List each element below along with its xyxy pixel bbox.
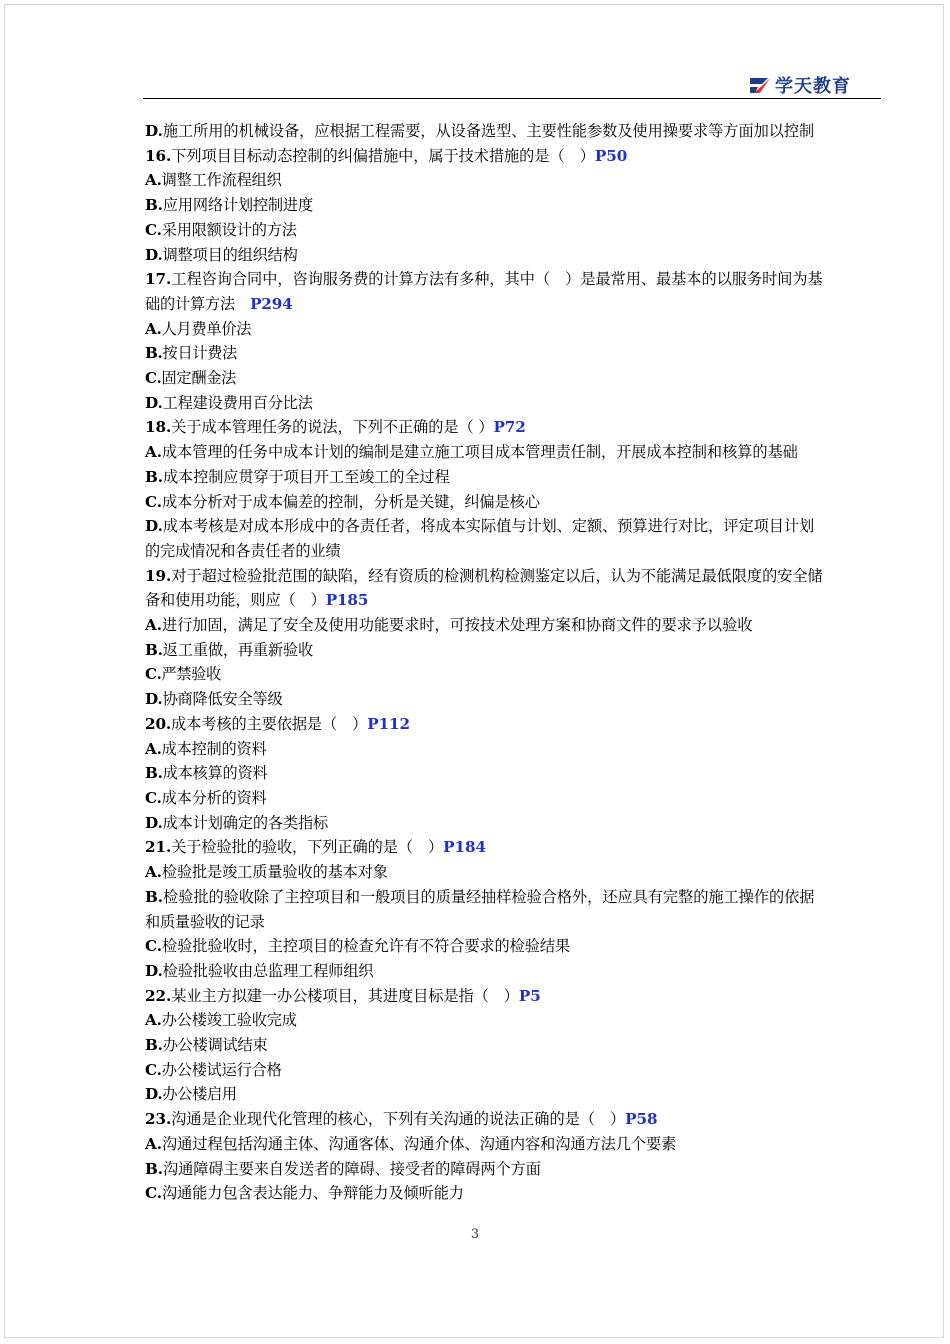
item-label: B. [145,196,163,215]
page-reference: P5 [518,986,541,1005]
item-text: 进行加固，满足了安全及使用功能要求时，可按技术处理方案和协商文件的要求予以验收 [161,616,753,635]
item-text: 人月费单价法 [161,319,252,338]
item-text: 成本考核是对成本形成中的各责任者，将成本实际值与计划、定额、预算进行对比，评定项目计划 [162,517,815,536]
item-text: 办公楼竣工验收完成 [161,1011,297,1030]
text-line [145,193,885,218]
text-line [145,243,885,268]
text-line [145,119,885,144]
text-line [145,1008,885,1033]
text-line [145,712,885,737]
text-line [145,341,885,366]
text-line [145,835,885,860]
text-line [145,761,885,786]
page-reference: P58 [625,1110,658,1129]
item-label: 23. [145,1110,172,1129]
item-label: C. [145,220,162,239]
item-label: A. [145,443,162,462]
text-line [145,292,885,317]
item-label: D. [145,122,163,140]
item-text: 采用限额设计的方法 [161,220,297,239]
item-label: A. [145,319,162,338]
text-line [145,391,885,416]
text-line [145,885,885,910]
item-text: 工程咨询合同中，咨询服务费的计算方法有多种，其中（ ）是最常用、最基本的以服务时间为基 [171,270,823,289]
text-line [145,1157,885,1182]
item-text: 备和使用功能，则应（ ） [145,591,326,610]
item-label: D. [145,690,163,709]
brand-logo [748,72,851,98]
item-text: 检验批验收时，主控项目的检查允许有不符合要求的检验结果 [161,937,571,956]
item-label: B. [145,344,163,363]
item-label: 17. [145,270,172,289]
text-line [145,440,885,465]
text-line [145,910,885,935]
page-reference: P294 [250,294,293,313]
text-line [145,662,885,687]
text-line [145,786,885,811]
item-text: 下列项目目标动态控制的纠偏措施中，属于技术措施的是（ ） [171,146,595,165]
item-text: 办公楼启用 [162,1085,237,1104]
text-line [145,564,885,589]
item-label: 22. [145,986,172,1005]
item-text: 办公楼调试结束 [162,1036,268,1055]
text-line [145,984,885,1009]
item-text: 成本分析的资料 [161,788,267,807]
page-reference: P112 [367,714,410,733]
item-text: 工程建设费用百分比法 [162,393,313,412]
text-line [145,811,885,836]
text-line [145,168,885,193]
text-line [145,860,885,885]
item-text: 成本计划确定的各类指标 [162,813,329,832]
text-line [145,1082,885,1107]
question-list [145,119,885,1206]
text-line [145,638,885,663]
text-line [145,1132,885,1157]
item-text: 沟通过程包括沟通主体、沟通客体、沟通介体、沟通内容和沟通方法几个要素 [161,1134,677,1153]
item-text: 成本控制的资料 [161,739,267,758]
item-label: C. [145,1060,162,1079]
item-text: 应用网络计划控制进度 [162,196,313,215]
item-label: D. [145,961,163,980]
header-divider [143,98,881,99]
item-label: A. [145,616,162,635]
item-text: 检验批验收由总监理工程师组织 [162,961,374,980]
item-text: 沟通能力包含表达能力、争辩能力及倾听能力 [161,1184,464,1203]
text-line [145,267,885,292]
page-reference: P184 [443,838,486,857]
item-text: 调整项目的组织结构 [162,245,298,264]
item-label: D. [145,1085,163,1104]
item-label: B. [145,467,163,486]
item-label: D. [145,813,163,832]
item-text: 对于超过检验批范围的缺陷，经有资质的检测机构检测鉴定以后，认为不能满足最低限度的安全储 [171,566,823,585]
item-text: 某业主方拟建一办公楼项目，其进度目标是指（ ） [171,986,519,1005]
item-text: 础的计算方法 [145,294,251,313]
item-label: 19. [145,566,172,585]
item-text: 成本分析对于成本偏差的控制，分析是关键，纠偏是核心 [161,492,540,511]
item-label: C. [145,937,162,956]
item-text: 关于检验批的验收，下列正确的是（ ） [171,838,444,857]
text-line [145,588,885,613]
page-reference: P72 [493,418,526,437]
brand-name: 学天教育 [775,76,851,97]
item-label: A. [145,1011,162,1030]
item-label: C. [145,665,162,684]
text-line [145,317,885,342]
text-line [145,144,885,169]
item-text: 成本管理的任务中成本计划的编制是建立施工项目成本管理责任制，开展成本控制和核算的基础 [161,443,798,462]
text-line [145,1058,885,1083]
item-text: 检验批是竣工质量验收的基本对象 [161,863,388,882]
item-text: 严禁验收 [161,665,221,684]
item-text: 检验批的验收除了主控项目和一般项目的质量经抽样检验合格外，还应具有完整的施工操作的依据 [163,887,815,906]
item-label: A. [145,739,162,758]
item-text: 办公楼试运行合格 [161,1060,282,1079]
text-line [145,218,885,243]
item-label: D. [145,245,163,264]
item-label: A. [145,171,162,190]
item-label: B. [145,764,163,783]
text-line [145,959,885,984]
item-text: 和质量验收的记录 [145,912,265,931]
text-line [145,934,885,959]
item-label: 21. [145,838,172,857]
text-line [145,613,885,638]
item-label: B. [145,887,164,906]
item-text: 按日计费法 [162,344,238,363]
brand-logo-icon [748,75,772,95]
item-label: A. [145,1134,162,1153]
text-line [145,539,885,564]
item-text: 关于成本管理任务的说法，下列不正确的是（ ） [171,418,494,437]
text-line [145,1033,885,1058]
item-label: C. [145,1184,162,1203]
item-text: 成本控制应贯穿于项目开工至竣工的全过程 [162,467,450,486]
text-line [145,687,885,712]
item-label: 18. [145,418,172,437]
text-line [145,1181,885,1206]
item-text: 沟通障碍主要来自发送者的障碍、接受者的障碍两个方面 [162,1159,541,1178]
item-text: 协商降低安全等级 [162,690,283,709]
item-text: 成本核算的资料 [162,764,268,783]
item-label: C. [145,788,162,807]
text-line [145,415,885,440]
item-text: 成本考核的主要依据是（ ） [171,714,368,733]
item-text: 沟通是企业现代化管理的核心，下列有关沟通的说法正确的是（ ） [171,1110,626,1129]
text-line [145,465,885,490]
item-label: B. [145,1159,163,1178]
item-label: C. [145,492,162,511]
text-line [145,490,885,515]
item-text: 施工所用的机械设备，应根据工程需要，从设备选型、主要性能参数及使用操要求等方面加以控制 [162,122,815,140]
text-line [145,366,885,391]
item-text: 固定酬金法 [161,369,237,388]
item-label: C. [145,369,162,388]
page-number: 3 [470,1227,480,1242]
item-text: 返工重做，再重新验收 [162,640,313,659]
text-line [145,737,885,762]
page-reference: P185 [325,591,369,610]
page-reference: P50 [594,146,628,165]
item-label: A. [145,863,162,882]
text-line [145,1107,885,1132]
item-label: D. [145,393,163,412]
item-label: B. [145,640,163,659]
item-label: B. [145,1036,163,1055]
item-text: 的完成情况和各责任者的业绩 [145,541,341,560]
text-line [145,514,885,539]
item-text: 调整工作流程组织 [161,171,282,190]
item-label: D. [145,517,163,536]
item-label: 16. [145,146,172,165]
item-label: 20. [145,714,172,733]
